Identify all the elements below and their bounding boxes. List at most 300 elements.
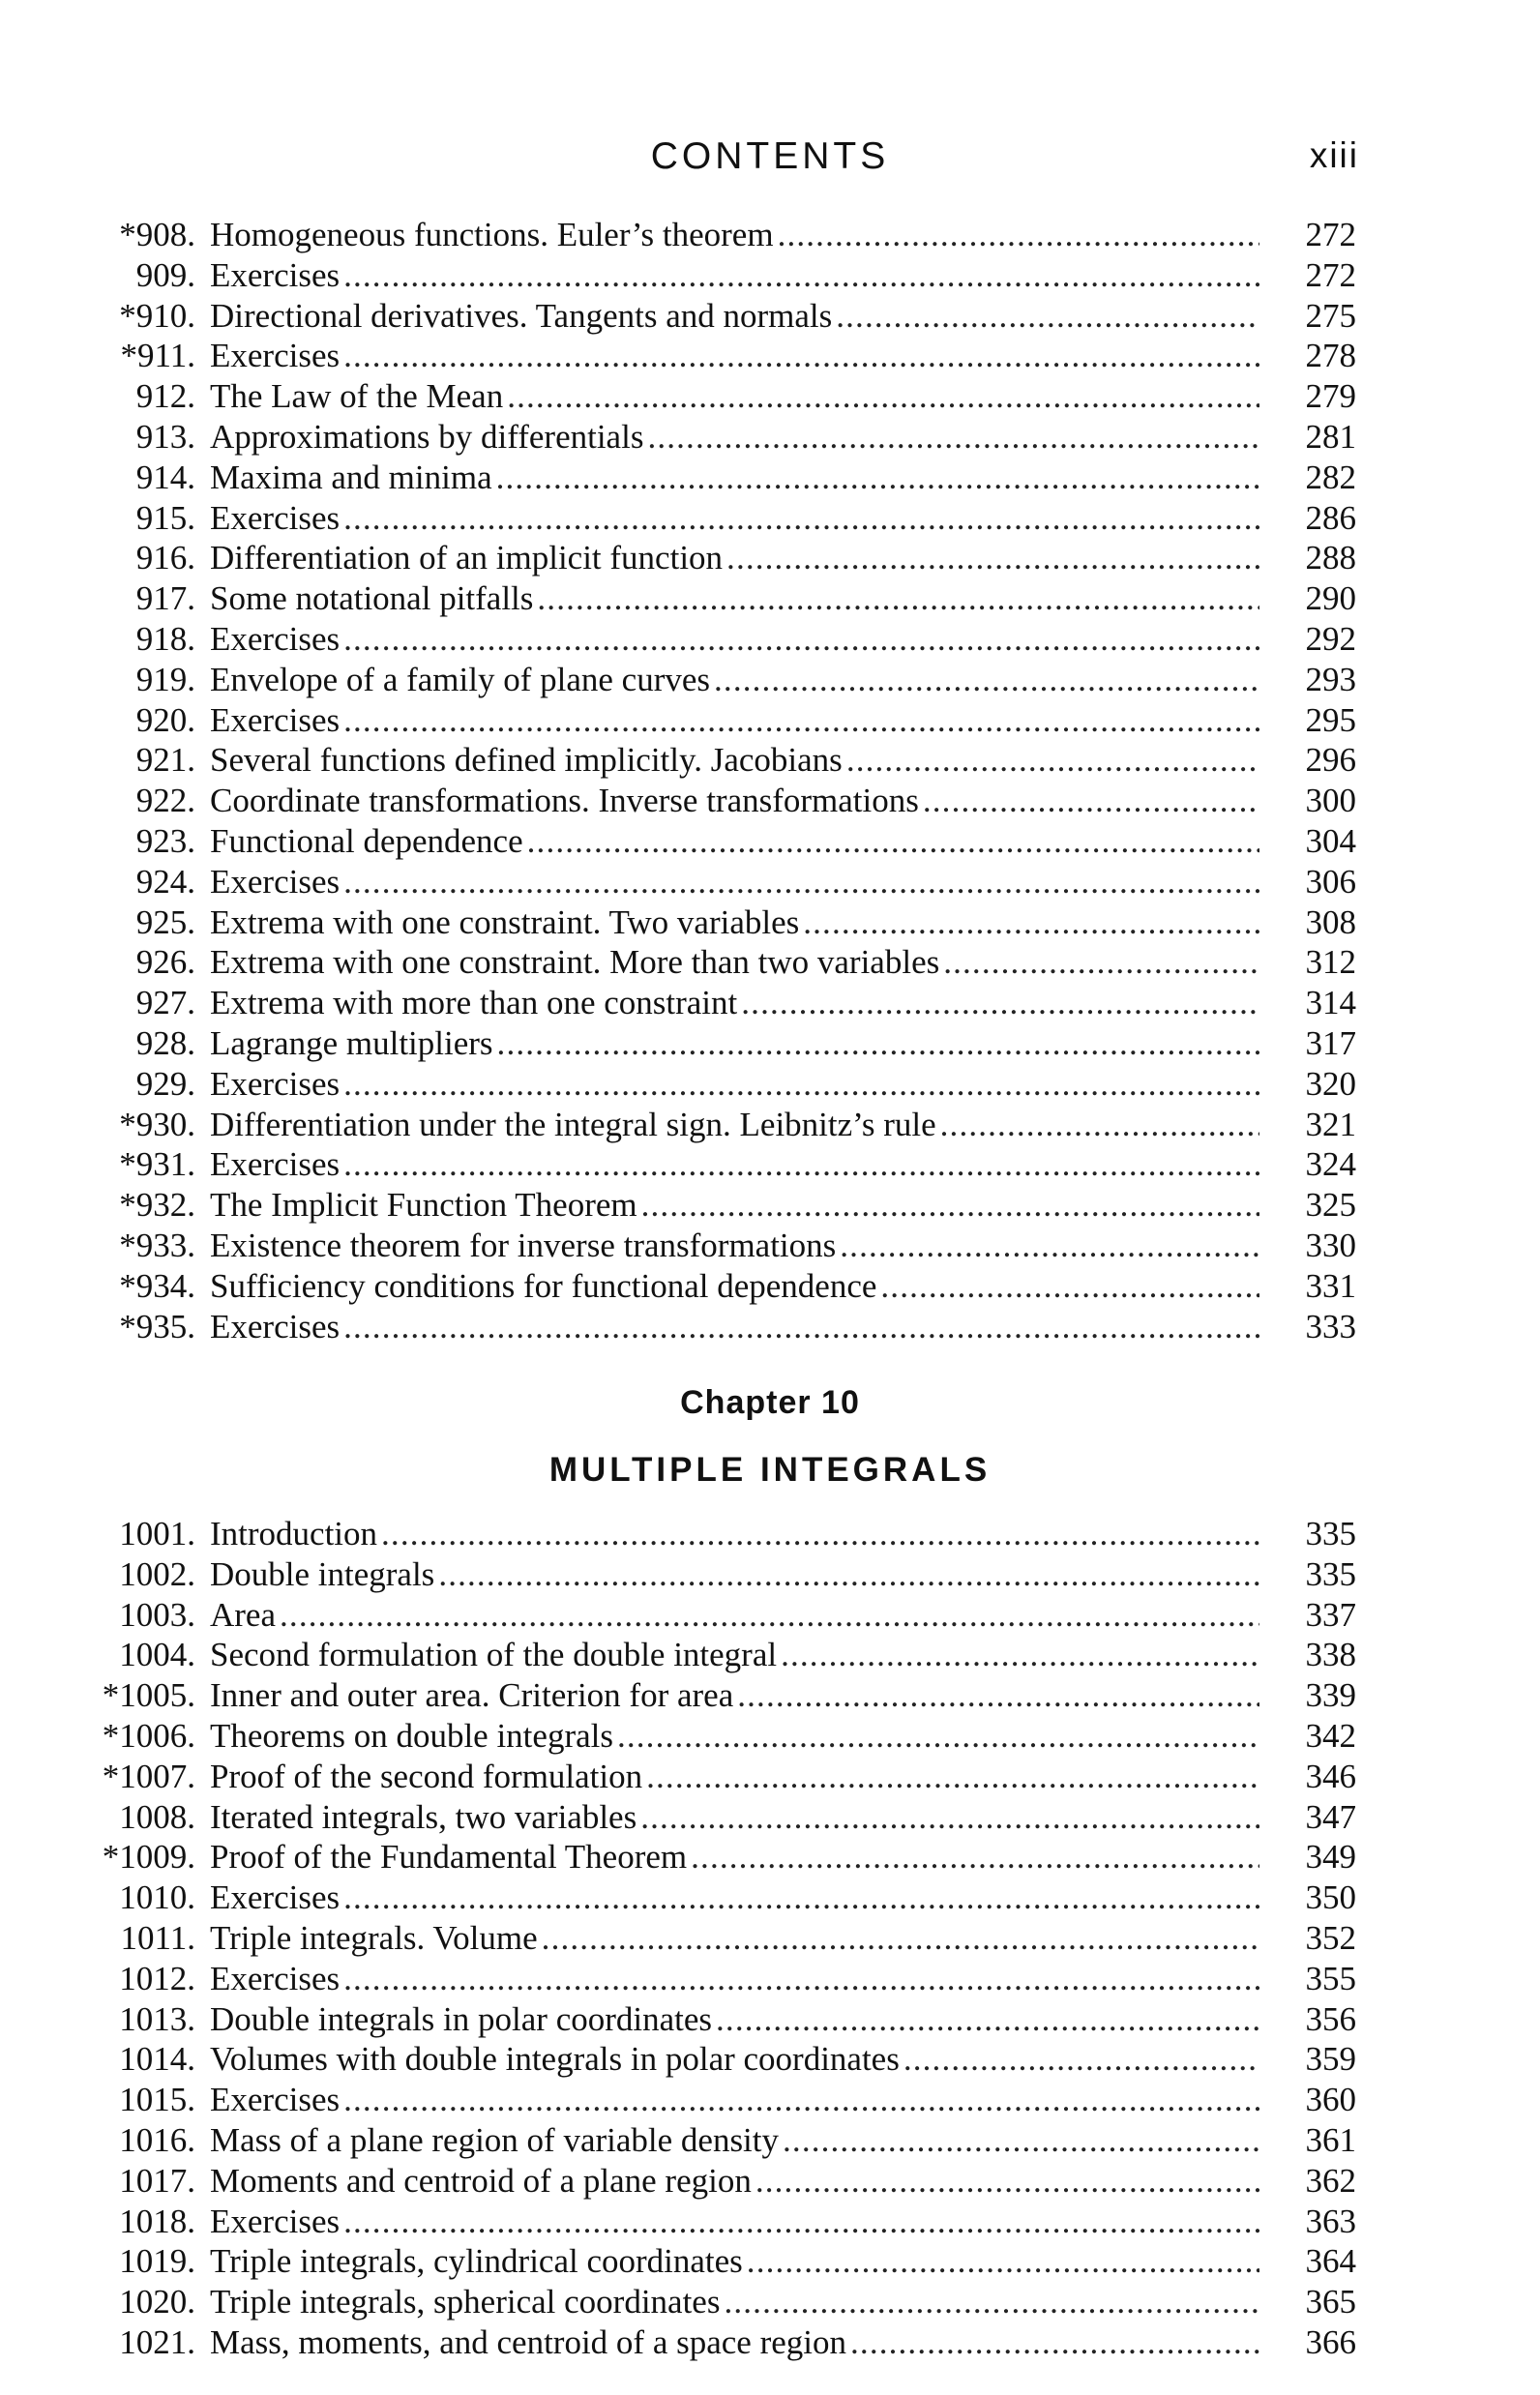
section-title: Homogeneous functions. Euler’s theorem bbox=[210, 215, 778, 255]
entry-title-with-leader bbox=[210, 1716, 1259, 1757]
page-number: xiii bbox=[1309, 135, 1359, 175]
toc-entry bbox=[0, 2039, 1540, 2080]
page-ref: 350 bbox=[1305, 1878, 1356, 1917]
toc-entry bbox=[0, 2080, 1540, 2120]
entry-title-with-leader bbox=[210, 1757, 1259, 1797]
entry-title-with-leader bbox=[210, 2241, 1259, 2282]
section-title: Introduction bbox=[210, 1514, 381, 1554]
section-number: *1009. bbox=[102, 1838, 195, 1877]
dot-leader bbox=[507, 376, 1259, 417]
section-number: *908. bbox=[119, 216, 195, 253]
page-ref: 288 bbox=[1305, 539, 1356, 577]
section-number: *932. bbox=[119, 1186, 195, 1225]
page-ref: 324 bbox=[1305, 1145, 1356, 1184]
toc-entry bbox=[0, 1595, 1540, 1636]
dot-leader bbox=[716, 1999, 1259, 2040]
page-ref: 342 bbox=[1305, 1716, 1356, 1755]
page-ref: 290 bbox=[1305, 579, 1356, 618]
section-number: 909. bbox=[135, 255, 195, 294]
section-number: 927. bbox=[135, 984, 195, 1022]
section-title: Exercises bbox=[210, 700, 343, 741]
entry-title-with-leader bbox=[210, 942, 1259, 983]
section-title: Inner and outer area. Criterion for area bbox=[210, 1675, 737, 1716]
dot-leader bbox=[737, 1675, 1259, 1716]
dot-leader bbox=[343, 700, 1259, 741]
chapter-title: MULTIPLE INTEGRALS bbox=[548, 1451, 992, 1489]
page-ref: 295 bbox=[1305, 700, 1356, 739]
section-title: Lagrange multipliers bbox=[210, 1023, 497, 1064]
entry-title-with-leader bbox=[210, 1144, 1259, 1185]
page-ref: 292 bbox=[1305, 619, 1356, 658]
section-title: Moments and centroid of a plane region bbox=[210, 2161, 755, 2202]
page-ref: 300 bbox=[1305, 782, 1356, 820]
dot-leader bbox=[903, 2039, 1259, 2080]
dot-leader bbox=[537, 578, 1259, 619]
toc-entry bbox=[0, 578, 1540, 619]
page-ref: 304 bbox=[1305, 821, 1356, 860]
section-number: 923. bbox=[135, 821, 195, 860]
entry-title-with-leader bbox=[210, 1595, 1259, 1636]
entry-title-with-leader bbox=[210, 296, 1259, 337]
page-ref: 279 bbox=[1305, 377, 1356, 416]
entry-title-with-leader bbox=[210, 215, 1259, 255]
toc-list-chapter-9 bbox=[0, 215, 1540, 1346]
entry-title-with-leader bbox=[210, 1837, 1259, 1878]
dot-leader bbox=[542, 1918, 1259, 1959]
section-number: 1010. bbox=[119, 1878, 195, 1917]
dot-leader bbox=[923, 781, 1259, 821]
section-title: Triple integrals, spherical coordinates bbox=[210, 2282, 724, 2322]
dot-leader bbox=[741, 983, 1259, 1023]
section-title: Exercises bbox=[210, 2080, 343, 2120]
section-number: *933. bbox=[119, 1226, 195, 1264]
entry-title-with-leader bbox=[210, 1023, 1259, 1064]
page-ref: 363 bbox=[1305, 2202, 1356, 2240]
section-title: The Law of the Mean bbox=[210, 376, 507, 417]
page-ref: 338 bbox=[1305, 1636, 1356, 1674]
page-ref: 286 bbox=[1305, 498, 1356, 537]
toc-entry bbox=[0, 1797, 1540, 1838]
running-header bbox=[0, 135, 1540, 193]
page-ref: 282 bbox=[1305, 458, 1356, 496]
section-title: Exercises bbox=[210, 1878, 343, 1918]
section-number: 913. bbox=[135, 417, 195, 456]
entry-title-with-leader bbox=[210, 660, 1259, 700]
entry-title-with-leader bbox=[210, 1514, 1259, 1554]
section-title: Volumes with double integrals in polar coordinates bbox=[210, 2039, 903, 2080]
dot-leader bbox=[343, 1064, 1259, 1105]
dot-leader bbox=[840, 1226, 1259, 1266]
section-number: 1013. bbox=[119, 1999, 195, 2038]
entry-title-with-leader bbox=[210, 1959, 1259, 1999]
section-title: Coordinate transformations. Inverse transformations bbox=[210, 781, 923, 821]
section-title: Proof of the Fundamental Theorem bbox=[210, 1837, 691, 1878]
toc-entry bbox=[0, 2241, 1540, 2282]
section-number: 918. bbox=[135, 619, 195, 658]
section-number: 928. bbox=[135, 1023, 195, 1062]
section-number: 1017. bbox=[119, 2161, 195, 2200]
toc-entry bbox=[0, 1878, 1540, 1918]
entry-title-with-leader bbox=[210, 1797, 1259, 1838]
entry-title-with-leader bbox=[210, 1675, 1259, 1716]
toc-entry bbox=[0, 862, 1540, 902]
section-title: Exercises bbox=[210, 498, 343, 539]
dot-leader bbox=[496, 458, 1259, 498]
dot-leader bbox=[647, 417, 1259, 458]
dot-leader bbox=[343, 336, 1259, 376]
page-ref: 339 bbox=[1305, 1676, 1356, 1715]
section-number: *1007. bbox=[102, 1757, 195, 1795]
page-title: CONTENTS bbox=[650, 135, 890, 177]
entry-title-with-leader bbox=[210, 1105, 1259, 1145]
page-ref: 349 bbox=[1305, 1838, 1356, 1877]
section-title: Exercises bbox=[210, 1959, 343, 1999]
toc-entry bbox=[0, 255, 1540, 296]
entry-title-with-leader bbox=[210, 578, 1259, 619]
page-ref: 335 bbox=[1305, 1515, 1356, 1552]
page-ref: 355 bbox=[1305, 1959, 1356, 1997]
section-title: Double integrals in polar coordinates bbox=[210, 1999, 716, 2040]
section-title: Envelope of a family of plane curves bbox=[210, 660, 714, 700]
section-number: *910. bbox=[119, 296, 195, 335]
page-ref: 347 bbox=[1305, 1797, 1356, 1836]
entry-title-with-leader bbox=[210, 619, 1259, 660]
section-title: Exercises bbox=[210, 862, 343, 902]
section-number: 922. bbox=[135, 782, 195, 820]
section-title: Mass, moments, and centroid of a space region bbox=[210, 2322, 850, 2363]
section-number: 1012. bbox=[119, 1959, 195, 1997]
toc-entry bbox=[0, 2202, 1540, 2242]
page-ref: 272 bbox=[1305, 255, 1356, 294]
toc-entry bbox=[0, 821, 1540, 862]
toc-entry bbox=[0, 1716, 1540, 1757]
entry-title-with-leader bbox=[210, 2120, 1259, 2161]
entry-title-with-leader bbox=[210, 2322, 1259, 2363]
page-ref: 312 bbox=[1305, 943, 1356, 982]
section-number: 1020. bbox=[119, 2283, 195, 2321]
toc-entry bbox=[0, 1918, 1540, 1959]
page-ref: 308 bbox=[1305, 902, 1356, 941]
section-number: 1011. bbox=[120, 1918, 195, 1957]
dot-leader bbox=[343, 498, 1259, 539]
entry-title-with-leader bbox=[210, 821, 1259, 862]
entry-title-with-leader bbox=[210, 2161, 1259, 2202]
dot-leader bbox=[783, 2120, 1259, 2161]
section-number: 925. bbox=[135, 902, 195, 941]
dot-leader bbox=[343, 1878, 1259, 1918]
toc-entry bbox=[0, 983, 1540, 1023]
toc-entry bbox=[0, 1144, 1540, 1185]
section-title: The Implicit Function Theorem bbox=[210, 1185, 641, 1226]
entry-title-with-leader bbox=[210, 255, 1259, 296]
section-number: *931. bbox=[119, 1145, 195, 1184]
entry-title-with-leader bbox=[210, 740, 1259, 781]
entry-title-with-leader bbox=[210, 2282, 1259, 2322]
dot-leader bbox=[343, 619, 1259, 660]
section-number: 916. bbox=[135, 539, 195, 577]
page-ref: 356 bbox=[1305, 1999, 1356, 2038]
toc-entry bbox=[0, 1185, 1540, 1226]
toc-entry bbox=[0, 2120, 1540, 2161]
toc-entry bbox=[0, 2161, 1540, 2202]
entry-title-with-leader bbox=[210, 2202, 1259, 2242]
section-number: 929. bbox=[135, 1064, 195, 1103]
section-number: *911. bbox=[120, 337, 195, 375]
section-title: Mass of a plane region of variable density bbox=[210, 2120, 783, 2161]
page-ref: 365 bbox=[1305, 2283, 1356, 2321]
dot-leader bbox=[343, 2202, 1259, 2242]
section-title: Approximations by differentials bbox=[210, 417, 647, 458]
dot-leader bbox=[640, 1797, 1259, 1838]
toc-entry bbox=[0, 902, 1540, 943]
entry-title-with-leader bbox=[210, 902, 1259, 943]
section-number: *930. bbox=[119, 1105, 195, 1143]
toc-entry bbox=[0, 1635, 1540, 1675]
dot-leader bbox=[280, 1595, 1259, 1636]
entry-title-with-leader bbox=[210, 458, 1259, 498]
section-number: 917. bbox=[135, 579, 195, 618]
toc-entry bbox=[0, 781, 1540, 821]
section-title: Exercises bbox=[210, 619, 343, 660]
entry-title-with-leader bbox=[210, 700, 1259, 741]
dot-leader bbox=[940, 1105, 1259, 1145]
page-ref: 314 bbox=[1305, 984, 1356, 1022]
page-ref: 281 bbox=[1305, 417, 1356, 456]
section-title: Extrema with one constraint. Two variables bbox=[210, 902, 803, 943]
page-ref: 337 bbox=[1305, 1595, 1356, 1634]
entry-title-with-leader bbox=[210, 336, 1259, 376]
dot-leader bbox=[343, 1307, 1259, 1347]
dot-leader bbox=[527, 821, 1259, 862]
dot-leader bbox=[343, 2080, 1259, 2120]
dot-leader bbox=[646, 1757, 1259, 1797]
section-number: 1004. bbox=[119, 1636, 195, 1674]
section-title: Functional dependence bbox=[210, 821, 527, 862]
dot-leader bbox=[755, 2161, 1259, 2202]
page-ref: 306 bbox=[1305, 862, 1356, 901]
dot-leader bbox=[724, 2282, 1259, 2322]
section-number: 1008. bbox=[119, 1797, 195, 1836]
section-title: Exercises bbox=[210, 1144, 343, 1185]
section-title: Directional derivatives. Tangents and normals bbox=[210, 296, 836, 337]
section-title: Double integrals bbox=[210, 1554, 438, 1595]
page-ref: 331 bbox=[1305, 1266, 1356, 1305]
toc-entry bbox=[0, 458, 1540, 498]
page-ref: 320 bbox=[1305, 1064, 1356, 1103]
page-ref: 293 bbox=[1305, 660, 1356, 698]
page-ref: 296 bbox=[1305, 741, 1356, 780]
section-number: 1018. bbox=[119, 2202, 195, 2240]
page-ref: 335 bbox=[1305, 1554, 1356, 1593]
dot-leader bbox=[343, 1959, 1259, 1999]
entry-title-with-leader bbox=[210, 1064, 1259, 1105]
page-ref: 278 bbox=[1305, 337, 1356, 375]
entry-title-with-leader bbox=[210, 1266, 1259, 1307]
page-ref: 362 bbox=[1305, 2161, 1356, 2200]
dot-leader bbox=[836, 296, 1259, 337]
dot-leader bbox=[714, 660, 1259, 700]
page-ref: 272 bbox=[1305, 216, 1356, 253]
section-title: Differentiation under the integral sign. Leibnitz’s rule bbox=[210, 1105, 940, 1145]
section-number: 914. bbox=[135, 458, 195, 496]
entry-title-with-leader bbox=[210, 781, 1259, 821]
toc-list-chapter-10 bbox=[0, 1514, 1540, 2363]
entry-title-with-leader bbox=[210, 2039, 1259, 2080]
entry-title-with-leader bbox=[210, 417, 1259, 458]
toc-entry bbox=[0, 740, 1540, 781]
entry-title-with-leader bbox=[210, 1185, 1259, 1226]
section-title: Triple integrals, cylindrical coordinates bbox=[210, 2241, 747, 2282]
toc-entry bbox=[0, 1959, 1540, 1999]
toc-entry bbox=[0, 942, 1540, 983]
toc-entry bbox=[0, 1757, 1540, 1797]
dot-leader bbox=[381, 1514, 1259, 1554]
section-title: Iterated integrals, two variables bbox=[210, 1797, 640, 1838]
dot-leader bbox=[778, 215, 1259, 255]
section-number: 919. bbox=[135, 660, 195, 698]
toc-entry bbox=[0, 1064, 1540, 1105]
toc-entry bbox=[0, 2322, 1540, 2363]
dot-leader bbox=[943, 942, 1259, 983]
page-ref: 275 bbox=[1305, 296, 1356, 335]
page-ref: 352 bbox=[1305, 1918, 1356, 1957]
section-title: Proof of the second formulation bbox=[210, 1757, 646, 1797]
section-number: *935. bbox=[119, 1307, 195, 1345]
entry-title-with-leader bbox=[210, 1635, 1259, 1675]
toc-entry bbox=[0, 1266, 1540, 1307]
page-ref: 330 bbox=[1305, 1226, 1356, 1264]
section-number: 1019. bbox=[119, 2242, 195, 2281]
dot-leader bbox=[846, 740, 1259, 781]
section-title: Theorems on double integrals bbox=[210, 1716, 617, 1757]
section-number: *1006. bbox=[102, 1716, 195, 1755]
entry-title-with-leader bbox=[210, 862, 1259, 902]
toc-entry bbox=[0, 1999, 1540, 2040]
section-title: Exercises bbox=[210, 2202, 343, 2242]
dot-leader bbox=[641, 1185, 1259, 1226]
toc-entry bbox=[0, 296, 1540, 337]
section-number: 1015. bbox=[119, 2081, 195, 2119]
dot-leader bbox=[781, 1635, 1259, 1675]
dot-leader bbox=[497, 1023, 1259, 1064]
entry-title-with-leader bbox=[210, 538, 1259, 578]
section-number: 921. bbox=[135, 741, 195, 780]
section-number: 1021. bbox=[119, 2322, 195, 2361]
section-title: Differentiation of an implicit function bbox=[210, 538, 726, 578]
toc-entry bbox=[0, 1226, 1540, 1266]
page-ref: 317 bbox=[1305, 1023, 1356, 1062]
toc-entry bbox=[0, 1023, 1540, 1064]
toc-entry bbox=[0, 1675, 1540, 1716]
toc-entry bbox=[0, 498, 1540, 539]
chapter-label: Chapter 10 bbox=[680, 1384, 860, 1421]
section-title: Several functions defined implicitly. Jacobians bbox=[210, 740, 846, 781]
page-ref: 321 bbox=[1305, 1105, 1356, 1143]
entry-title-with-leader bbox=[210, 1878, 1259, 1918]
toc-entry bbox=[0, 1307, 1540, 1347]
toc-entry bbox=[0, 660, 1540, 700]
page-ref: 364 bbox=[1305, 2242, 1356, 2281]
section-title: Area bbox=[210, 1595, 280, 1636]
section-title: Existence theorem for inverse transformations bbox=[210, 1226, 840, 1266]
entry-title-with-leader bbox=[210, 1307, 1259, 1347]
entry-title-with-leader bbox=[210, 1999, 1259, 2040]
toc-entry bbox=[0, 2282, 1540, 2322]
dot-leader bbox=[343, 1144, 1259, 1185]
section-title: Exercises bbox=[210, 336, 343, 376]
section-number: 1002. bbox=[119, 1554, 195, 1593]
toc-entry bbox=[0, 619, 1540, 660]
toc-entry bbox=[0, 700, 1540, 741]
toc-entry bbox=[0, 1105, 1540, 1145]
section-number: 1016. bbox=[119, 2120, 195, 2159]
page-ref: 359 bbox=[1305, 2040, 1356, 2079]
section-title: Extrema with more than one constraint bbox=[210, 983, 741, 1023]
page-ref: 361 bbox=[1305, 2120, 1356, 2159]
dot-leader bbox=[691, 1837, 1259, 1878]
dot-leader bbox=[343, 862, 1259, 902]
page-ref: 333 bbox=[1305, 1307, 1356, 1345]
section-number: 1001. bbox=[119, 1515, 195, 1552]
dot-leader bbox=[850, 2322, 1259, 2363]
section-number: *934. bbox=[119, 1266, 195, 1305]
dot-leader bbox=[803, 902, 1259, 943]
entry-title-with-leader bbox=[210, 1226, 1259, 1266]
page-ref: 325 bbox=[1305, 1186, 1356, 1225]
section-title: Exercises bbox=[210, 1307, 343, 1347]
page-ref: 360 bbox=[1305, 2081, 1356, 2119]
section-title: Extrema with one constraint. More than two variables bbox=[210, 942, 943, 983]
section-number: 912. bbox=[135, 377, 195, 416]
toc-entry bbox=[0, 1554, 1540, 1595]
section-number: 1003. bbox=[119, 1595, 195, 1634]
dot-leader bbox=[726, 538, 1259, 578]
entry-title-with-leader bbox=[210, 2080, 1259, 2120]
section-title: Exercises bbox=[210, 1064, 343, 1105]
section-title: Some notational pitfalls bbox=[210, 578, 537, 619]
entry-title-with-leader bbox=[210, 498, 1259, 539]
section-title: Maxima and minima bbox=[210, 458, 496, 498]
page-ref: 346 bbox=[1305, 1757, 1356, 1795]
section-number: 924. bbox=[135, 862, 195, 901]
dot-leader bbox=[880, 1266, 1259, 1307]
toc-entry bbox=[0, 215, 1540, 255]
section-number: 915. bbox=[135, 498, 195, 537]
section-number: 1014. bbox=[119, 2040, 195, 2079]
entry-title-with-leader bbox=[210, 983, 1259, 1023]
section-number: 926. bbox=[135, 943, 195, 982]
toc-entry bbox=[0, 417, 1540, 458]
dot-leader bbox=[747, 2241, 1259, 2282]
dot-leader bbox=[617, 1716, 1259, 1757]
dot-leader bbox=[438, 1554, 1259, 1595]
page-ref: 366 bbox=[1305, 2322, 1356, 2361]
toc-entry bbox=[0, 336, 1540, 376]
section-number: 920. bbox=[135, 700, 195, 739]
section-title: Triple integrals. Volume bbox=[210, 1918, 542, 1959]
section-title: Second formulation of the double integral bbox=[210, 1635, 781, 1675]
toc-entry bbox=[0, 1514, 1540, 1554]
entry-title-with-leader bbox=[210, 1918, 1259, 1959]
entry-title-with-leader bbox=[210, 1554, 1259, 1595]
section-title: Exercises bbox=[210, 255, 343, 296]
dot-leader bbox=[343, 255, 1259, 296]
toc-entry bbox=[0, 1837, 1540, 1878]
toc-entry bbox=[0, 538, 1540, 578]
toc-entry bbox=[0, 376, 1540, 417]
section-title: Sufficiency conditions for functional dependence bbox=[210, 1266, 880, 1307]
entry-title-with-leader bbox=[210, 376, 1259, 417]
